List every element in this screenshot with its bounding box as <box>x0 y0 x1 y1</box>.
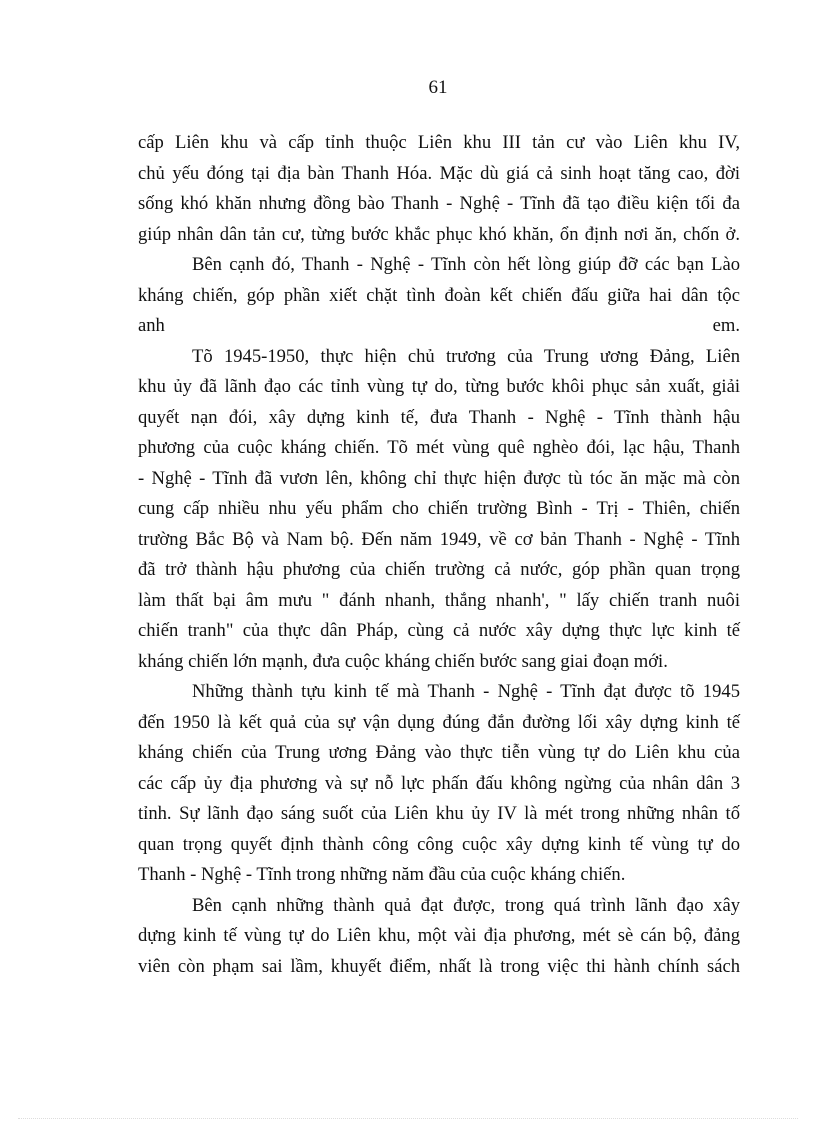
text-line: Những thành tựu kinh tế mà Thanh - Nghệ - Tĩnh đạt được tõ 1945 <box>192 681 740 702</box>
paragraph-5 <box>138 891 740 983</box>
text-line: Tõ 1945-1950, thực hiện chủ trương của Trung ương Đảng, Liên <box>192 345 740 367</box>
text-line: Bên cạnh những thành quả đạt được, trong quá trình lãnh đạo xây <box>192 894 740 916</box>
text-line: quyết nạn đói, xây dựng kinh tế, đưa Thanh - Nghệ - Tĩnh thành hậu <box>138 406 740 428</box>
text-line: cấp Liên khu và cấp tỉnh thuộc Liên khu III tản cư vào Liên khu IV, <box>138 132 740 153</box>
text-line: anh em. <box>138 315 740 336</box>
text-line: tỉnh. Sự lãnh đạo sáng suốt của Liên khu ủy IV là mét trong những nhân tố <box>138 803 740 824</box>
text-line: trường Bắc Bộ và Nam bộ. Đến năm 1949, về cơ bản Thanh - Nghệ - Tĩnh <box>138 528 740 550</box>
text-line: làm thất bại âm mưu " đánh nhanh, thắng nhanh', " lấy chiến tranh nuôi <box>138 589 740 611</box>
text-line: sống khó khăn nhưng đồng bào Thanh - Nghệ - Tĩnh đã tạo điều kiện tối đa <box>138 193 740 214</box>
text-line: đến 1950 là kết quả của sự vận dụng đúng đắn đường lối xây dựng kinh tế <box>138 711 740 733</box>
text-line: Thanh - Nghệ - Tĩnh trong những năm đầu của cuộc kháng chiến. <box>138 864 626 885</box>
text-line: - Nghệ - Tĩnh đã vươn lên, không chỉ thực hiện được tù tóc ăn mặc mà còn <box>138 467 740 489</box>
text-line: giúp nhân dân tản cư, từng bước khắc phục khó khăn, ổn định nơi ăn, chốn ở. <box>138 223 740 245</box>
text-line: phương của cuộc kháng chiến. Tõ mét vùng quê nghèo đói, lạc hậu, Thanh <box>138 437 740 458</box>
paragraph-3 <box>138 342 740 678</box>
text-line: dựng kinh tế vùng tự do Liên khu, một vài địa phương, mét sè cán bộ, đảng <box>138 925 740 946</box>
text-line: các cấp ủy địa phương và sự nỗ lực phấn đấu không ngừng của nhân dân 3 <box>138 772 740 794</box>
text-line: chiến tranh" của thực dân Pháp, cùng cả nước xây dựng thực lực kinh tế <box>138 620 740 641</box>
text-line: đã trở thành hậu phương của chiến trường cả nước, góp phần quan trọng <box>138 559 740 580</box>
text-line: quan trọng quyết định thành công công cuộc xây dựng kinh tế vùng tự do <box>138 833 740 855</box>
text-line: kháng chiến, góp phần xiết chặt tình đoàn kết chiến đấu giữa hai dân tộc <box>138 284 740 306</box>
text-line: kháng chiến của Trung ương Đảng vào thực tiễn vùng tự do Liên khu của <box>138 742 740 763</box>
text-line: kháng chiến lớn mạnh, đưa cuộc kháng chiến bước sang giai đoạn mới. <box>138 650 668 672</box>
paragraph-4 <box>138 677 740 891</box>
text-line: viên còn phạm sai lầm, khuyết điểm, nhất là trong việc thi hành chính sách <box>138 955 740 977</box>
text-line: cung cấp nhiều nhu yếu phẩm cho chiến trường Bình - Trị - Thiên, chiến <box>138 498 740 519</box>
paragraph-2 <box>138 250 740 342</box>
page-bottom-edge <box>18 1118 798 1119</box>
body-text <box>138 128 740 982</box>
text-line: Bên cạnh đó, Thanh - Nghệ - Tĩnh còn hết lòng giúp đỡ các bạn Lào <box>192 254 740 275</box>
text-line: khu ủy đã lãnh đạo các tỉnh vùng tự do, từng bước khôi phục sản xuất, giải <box>138 376 740 397</box>
paragraph-1 <box>138 128 740 250</box>
page-number: 61 <box>428 77 448 98</box>
text-line: chủ yếu đóng tại địa bàn Thanh Hóa. Mặc dù giá cả sinh hoạt tăng cao, đời <box>138 162 740 184</box>
